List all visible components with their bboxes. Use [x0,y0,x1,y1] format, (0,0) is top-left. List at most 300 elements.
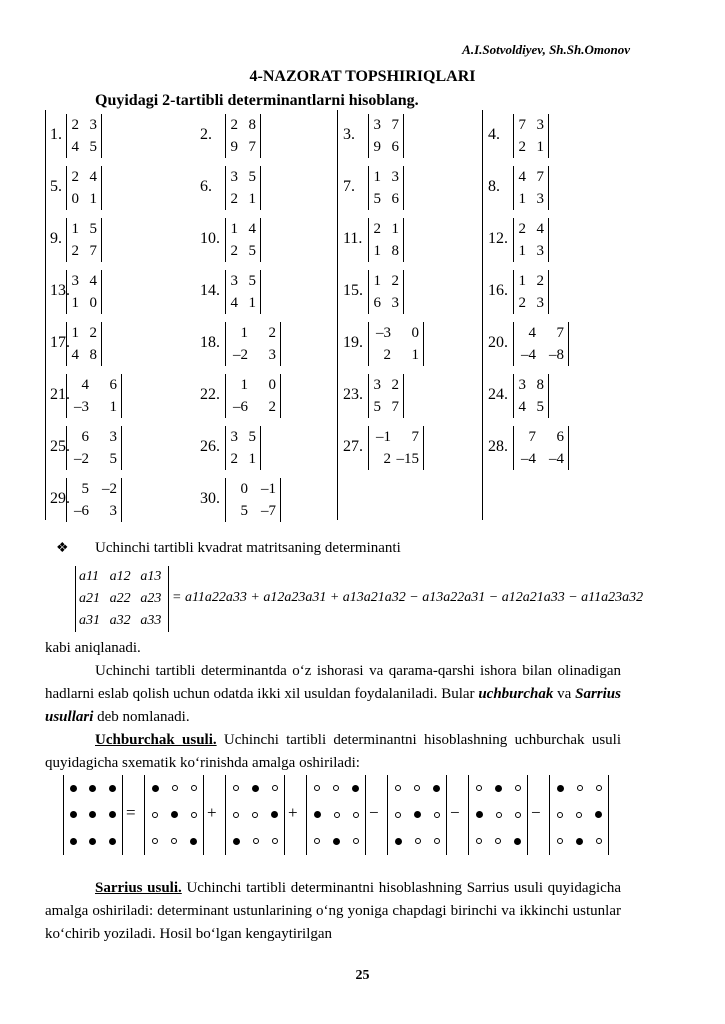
problem-item [195,422,345,474]
paragraph-methods [45,660,621,729]
problem-number: 24. [488,386,508,403]
determinant-entry: –3 [74,398,89,415]
filled-dot-icon [89,785,96,792]
determinant-2x2 [513,270,549,314]
determinant-entry: –6 [74,502,89,519]
determinant-row [369,344,423,366]
determinant-entry: 1 [240,376,248,393]
empty-dot-icon [272,785,278,791]
problem-number: 26. [200,438,220,455]
determinant-entry: 6 [373,294,381,311]
determinant-row [67,374,121,396]
determinant-entry: 2 [71,168,79,185]
determinant-row [67,218,101,240]
page-number: 25 [355,968,370,983]
scheme-row [226,828,284,855]
determinant-entry: 5 [373,398,381,415]
scheme-row [550,828,608,855]
determinant-2x2 [66,374,122,418]
filled-dot-icon [70,785,77,792]
matrix-entry: a12 [109,569,131,584]
filled-dot-icon [352,785,359,792]
filled-dot-icon [514,838,521,845]
determinant-2x2 [368,218,404,262]
determinant-entry: 4 [71,346,79,363]
filled-dot-icon [70,838,77,845]
problem-item [45,214,195,266]
problem-item [483,110,633,162]
determinant-row [226,322,280,344]
scheme-matrix [63,775,123,855]
determinant-entry: –1 [261,480,276,497]
empty-dot-icon [395,812,401,818]
filled-dot-icon [70,811,77,818]
determinant-entry: 5 [248,428,256,445]
matrix-row [76,588,168,610]
determinant-entry: 3 [268,346,276,363]
determinant-entry: 7 [518,116,526,133]
problem-item [45,474,195,526]
determinant-entry: 1 [391,220,399,237]
determinant-row [67,322,101,344]
problem-number: 5. [50,178,62,195]
determinant-entry: 7 [528,428,536,445]
filled-dot-icon [171,811,178,818]
determinant-row [369,292,403,314]
scheme-row [550,802,608,829]
determinant-row [67,344,101,366]
problem-item [483,266,633,318]
scheme-matrix [306,775,366,855]
determinant-entry: 3 [230,168,238,185]
scheme-operator: − [450,803,460,822]
empty-dot-icon [334,812,340,818]
determinant-row [67,166,101,188]
filled-dot-icon [395,838,402,845]
determinant-entry: 6 [81,428,89,445]
determinant-row [226,426,260,448]
determinant-2x2 [513,374,549,418]
problem-item [338,318,488,370]
determinant-row [226,114,260,136]
determinant-entry: 2 [89,324,97,341]
filled-dot-icon [414,811,421,818]
determinant-2x2 [513,322,569,366]
determinant-2x2 [368,114,404,158]
determinant-entry: 4 [89,272,97,289]
determinant-row [226,396,280,418]
problem-item [483,422,633,474]
determinant-entry: –2 [74,450,89,467]
problem-number: 6. [200,178,212,195]
empty-dot-icon [596,838,602,844]
determinant-entry: 0 [89,294,97,311]
determinant-entry: 2 [518,294,526,311]
determinant-entry: 2 [230,116,238,133]
empty-dot-icon [557,812,563,818]
determinant-entry: 2 [230,242,238,259]
determinant-entry: –15 [396,450,419,467]
filled-dot-icon [595,811,602,818]
triangle-scheme [63,775,623,855]
scheme-row [550,775,608,802]
problem-item [338,266,488,318]
determinant-row [514,136,548,158]
scheme-matrix [225,775,285,855]
determinant-entry: 3 [230,272,238,289]
empty-dot-icon [152,838,158,844]
determinant-2x2 [66,218,102,262]
problem-item [195,318,345,370]
determinant-entry: 1 [230,220,238,237]
determinant-entry: 7 [536,168,544,185]
empty-dot-icon [557,838,563,844]
determinant-entry: –8 [549,346,564,363]
determinant-entry: 3 [89,116,97,133]
determinant-row [226,448,260,470]
paragraph-triangle [45,729,621,775]
determinant-entry: 2 [383,346,391,363]
determinant-row [67,114,101,136]
scheme-row [64,828,122,855]
scheme-row [145,802,203,829]
determinant-entry: 2 [536,272,544,289]
determinant-2x2 [66,478,122,522]
matrix-row [76,610,168,632]
instruction: Quyidagi 2-tartibli determinantlarni hisoblang. [95,92,419,109]
determinant-entry: 3 [391,294,399,311]
determinant-entry: –2 [102,480,117,497]
determinant-row [67,396,121,418]
sarrus-formula: = a11a22a33 + a12a23a31 + a13a21a32 − a13a22a31 − a12a21a33 − a11a23a32 [172,590,644,605]
determinant-entry: 5 [81,480,89,497]
scheme-row [469,775,527,802]
determinant-row [369,426,423,448]
determinant-row [369,270,403,292]
problem-number: 18. [200,334,220,351]
determinant-entry: 4 [81,376,89,393]
determinant-row [369,240,403,262]
problem-number: 9. [50,230,62,247]
scheme-row [145,775,203,802]
problem-number: 23. [343,386,363,403]
problem-number: 28. [488,438,508,455]
problem-number: 27. [343,438,363,455]
filled-dot-icon [109,785,116,792]
problem-item [195,370,345,422]
determinant-2x2 [66,322,102,366]
determinant-entry: 0 [240,480,248,497]
empty-dot-icon [191,812,197,818]
determinant-entry: 1 [248,450,256,467]
filled-dot-icon [190,838,197,845]
problem-number: 11. [343,230,363,247]
determinant-row [67,240,101,262]
scheme-operator: = [126,803,136,822]
sarrus-method-text: Uchinchi tartibli determinantni hisoblashning Sarrius usuli quyidagicha amalga oshiriladi: determinant ustunlarining o‘ng yoniga chapdagi birinchi va ikkinchi ustunlar ko‘chirib yoziladi. Hosil bo‘lgan kengaytirilgan [45,880,621,942]
determinant-row [226,478,280,500]
filled-dot-icon [152,785,159,792]
determinant-2x2 [225,166,261,210]
empty-dot-icon [596,785,602,791]
filled-dot-icon [476,811,483,818]
determinant-entry: 5 [240,502,248,519]
determinant-entry: 5 [248,242,256,259]
determinant-2x2 [513,166,549,210]
empty-dot-icon [252,812,258,818]
determinant-entry: –2 [233,346,248,363]
empty-dot-icon [191,785,197,791]
problem-number: 15. [343,282,363,299]
matrix-row [76,566,168,588]
determinant-entry: –4 [521,346,536,363]
scheme-operator: + [207,803,217,822]
problem-item [195,110,345,162]
scheme-row [388,775,446,802]
determinant-row [514,188,548,210]
determinant-entry: –4 [521,450,536,467]
determinant-entry: 4 [248,220,256,237]
matrix-3x3 [75,566,169,632]
problem-item [338,162,488,214]
determinant-row [67,188,101,210]
filled-dot-icon [557,785,564,792]
determinant-row [369,166,403,188]
empty-dot-icon [314,838,320,844]
determinant-row [369,114,403,136]
filled-dot-icon [233,838,240,845]
matrix-entry: a13 [140,569,162,584]
determinant-entry: 3 [109,428,117,445]
para2-end: deb nomlanadi. [93,709,190,725]
empty-dot-icon [415,838,421,844]
determinant-entry: 6 [391,190,399,207]
para2-text: Uchinchi tartibli determinantda o‘z ishorasi va qarama-qarshi ishora bilan olinadigan hadlarni eslab qolish uchun odatda ikki xil usuldan foydalaniladi. Bular [45,663,621,702]
determinant-entry: 2 [383,450,391,467]
determinant-entry: 3 [536,242,544,259]
problem-number: 12. [488,230,508,247]
scheme-row [226,802,284,829]
determinant-2x2 [66,166,102,210]
diamond-bullet-icon: ❖ [56,541,69,556]
determinant-entry: –7 [261,502,276,519]
determinant-2x2 [225,478,281,522]
determinant-2x2 [513,218,549,262]
determinant-entry: 1 [518,190,526,207]
determinant-row [514,218,548,240]
header-authors: A.I.Sotvoldiyev, Sh.Sh.Omonov [462,42,630,57]
determinant-row [369,322,423,344]
scheme-matrix [387,775,447,855]
determinant-entry: 7 [89,242,97,259]
determinant-entry: 8 [391,242,399,259]
filled-dot-icon [252,785,259,792]
determinant-row [514,270,548,292]
problem-item [195,266,345,318]
determinant-entry: 9 [373,138,381,155]
determinant-entry: 1 [248,190,256,207]
problem-number: 7. [343,178,355,195]
determinant-entry: 5 [373,190,381,207]
determinant-entry: 1 [518,272,526,289]
problem-item [195,162,345,214]
empty-dot-icon [314,785,320,791]
sarrus-method-title: Sarrius usuli. [95,880,182,896]
determinant-entry: 4 [518,398,526,415]
filled-dot-icon [333,838,340,845]
scheme-row [388,828,446,855]
problem-item [195,214,345,266]
empty-dot-icon [272,838,278,844]
scheme-operator: − [531,803,541,822]
problem-item [45,110,195,162]
empty-dot-icon [576,812,582,818]
determinant-entry: 8 [89,346,97,363]
determinant-2x2 [225,322,281,366]
determinant-2x2 [225,114,261,158]
determinant-2x2 [225,218,261,262]
problem-item [45,370,195,422]
problem-number: 22. [200,386,220,403]
determinant-2x2 [368,322,424,366]
determinant-entry: 2 [71,116,79,133]
determinant-2x2 [225,374,281,418]
determinant-entry: –1 [376,428,391,445]
determinant-entry: 1 [411,346,419,363]
matrix-entry: a33 [140,613,162,628]
determinant-entry: 5 [248,272,256,289]
problem-item [338,422,488,474]
scheme-row [64,775,122,802]
problem-number: 4. [488,126,500,143]
determinant-row [369,448,423,470]
empty-dot-icon [495,838,501,844]
determinant-row [369,188,403,210]
determinant-entry: 5 [109,450,117,467]
problem-item [483,214,633,266]
matrix-entry: a32 [109,613,131,628]
determinant-entry: 5 [89,138,97,155]
determinant-entry: 3 [71,272,79,289]
defined-text: kabi aniqlanadi. [45,640,141,656]
determinant-row [514,426,568,448]
determinant-entry: 6 [109,376,117,393]
para2-va: va [553,686,576,702]
determinant-entry: 7 [391,398,399,415]
problem-number: 16. [488,282,508,299]
determinant-entry: 8 [536,376,544,393]
determinant-row [514,240,548,262]
scheme-matrix [468,775,528,855]
problem-item [195,474,345,526]
determinant-2x2 [368,166,404,210]
determinant-row [514,114,548,136]
determinant-2x2 [225,426,261,470]
problem-number: 21. [50,386,70,403]
determinant-entry: 4 [528,324,536,341]
problem-number: 29. [50,490,70,507]
determinant-entry: 2 [268,398,276,415]
problem-number: 17. [50,334,70,351]
determinant-entry: 2 [268,324,276,341]
empty-dot-icon [171,838,177,844]
determinant-2x2 [66,270,102,314]
matrix-entry: a11 [79,569,99,584]
determinant-entry: 1 [71,294,79,311]
determinant-entry: 1 [373,272,381,289]
scheme-operator: − [369,803,379,822]
determinant-entry: –6 [233,398,248,415]
triangle-method-text: Uchinchi tartibli determinantni hisoblashning uchburchak usuli quyidagicha sxematik ko‘rinishda amalga oshiriladi: [45,732,621,771]
scheme-row [64,802,122,829]
empty-dot-icon [253,838,259,844]
empty-dot-icon [353,812,359,818]
scheme-row [469,828,527,855]
filled-dot-icon [495,785,502,792]
problem-number: 13. [50,282,70,299]
determinant-entry: 2 [391,376,399,393]
problem-item [483,370,633,422]
problem-number: 3. [343,126,355,143]
determinant-entry: 2 [518,138,526,155]
scheme-row [145,828,203,855]
determinant-row [514,166,548,188]
determinant-entry: 2 [391,272,399,289]
determinant-entry: 4 [536,220,544,237]
determinant-row [67,478,121,500]
section-title: 4-NAZORAT TOPSHIRIQLARI [249,68,476,85]
determinant-row [67,448,121,470]
problem-number: 8. [488,178,500,195]
determinant-entry: 5 [536,398,544,415]
determinant-entry: 1 [240,324,248,341]
empty-dot-icon [414,785,420,791]
empty-dot-icon [333,785,339,791]
problem-item [45,422,195,474]
empty-dot-icon [577,785,583,791]
filled-dot-icon [433,785,440,792]
scheme-matrix [549,775,609,855]
determinant-entry: 7 [556,324,564,341]
determinant-row [226,344,280,366]
determinant-row [67,292,101,314]
filled-dot-icon [109,811,116,818]
problem-number: 20. [488,334,508,351]
determinant-row [514,344,568,366]
determinant-entry: 7 [248,138,256,155]
empty-dot-icon [515,785,521,791]
determinant-entry: 5 [89,220,97,237]
matrix-entry: a21 [79,591,100,606]
scheme-row [307,828,365,855]
determinant-entry: 1 [536,138,544,155]
determinant-row [226,240,260,262]
problem-item [483,162,633,214]
determinant-row [226,292,260,314]
problem-item [45,266,195,318]
determinant-entry: 3 [109,502,117,519]
third-order-intro: Uchinchi tartibli kvadrat matritsaning determinanti [95,540,401,556]
determinant-entry: –3 [376,324,391,341]
scheme-row [388,802,446,829]
scheme-row [307,775,365,802]
determinant-entry: 4 [518,168,526,185]
determinant-row [514,448,568,470]
determinant-row [226,166,260,188]
empty-dot-icon [434,812,440,818]
term-sarrius: Sarrius usullari [45,686,621,725]
determinant-entry: 6 [391,138,399,155]
